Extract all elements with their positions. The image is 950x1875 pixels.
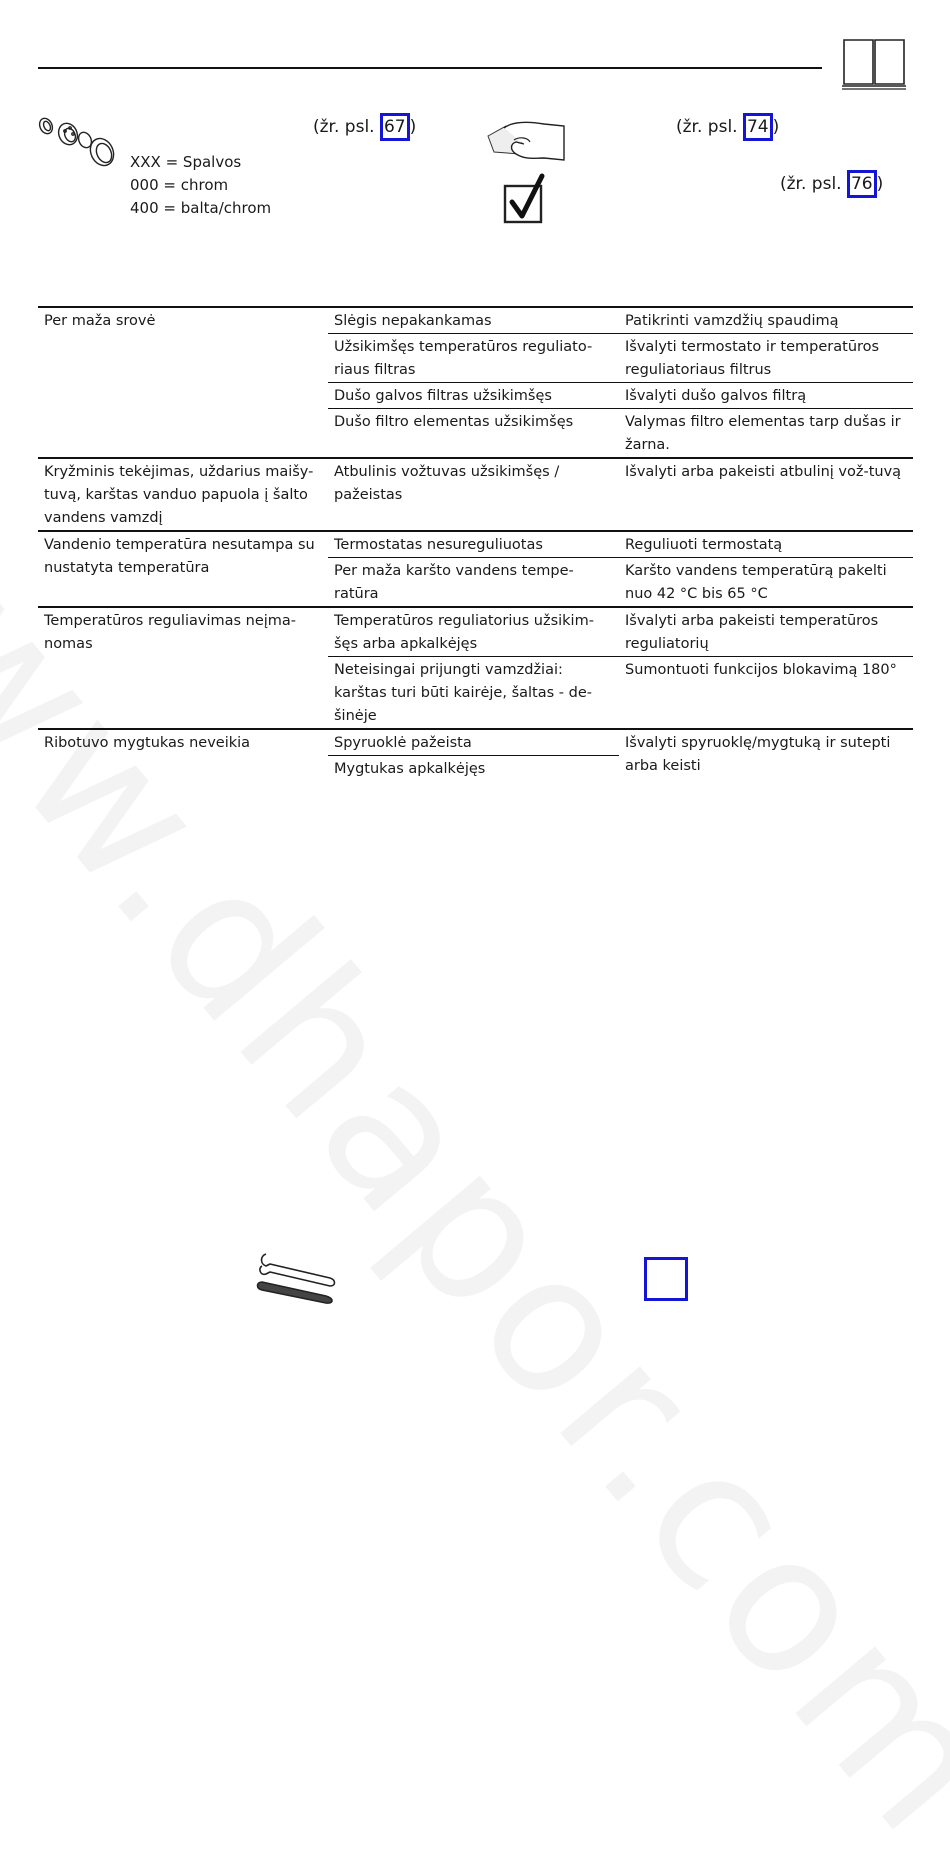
wrench-icon xyxy=(256,1248,338,1306)
cause-cell: Dušo filtro elementas užsikimšęs xyxy=(328,409,619,459)
problem-cell: Kryžminis tekėjimas, uždarius maišy-tuvą, karštas vanduo papuola į šalto vandens vamzdį xyxy=(38,458,328,531)
troubleshooting-table xyxy=(38,306,913,781)
solution-cell: Išvalyti arba pakeisti temperatūros reguliatorių xyxy=(619,607,913,657)
table-row xyxy=(38,531,913,558)
page-ref xyxy=(313,113,416,141)
problem-cell: Ribotuvo mygtukas neveikia xyxy=(38,729,328,781)
table-row xyxy=(38,458,913,531)
solution-cell: Išvalyti arba pakeisti atbulinį vož-tuvą xyxy=(619,458,913,531)
link-box[interactable] xyxy=(644,1257,688,1301)
solution-cell: Išvalyti spyruoklę/mygtuką ir sutepti arba keisti xyxy=(619,729,913,781)
cause-cell: Slėgis nepakankamas xyxy=(328,307,619,334)
cause-cell: Per maža karšto vandens tempe-ratūra xyxy=(328,558,619,608)
page-ref xyxy=(676,113,779,141)
checkmark-box-icon xyxy=(502,172,548,226)
table-row xyxy=(38,307,913,334)
page-link[interactable]: 76 xyxy=(847,170,877,198)
book-icon xyxy=(840,36,908,92)
cause-cell: Spyruoklė pažeista xyxy=(328,729,619,756)
page-ref-suffix: ) xyxy=(409,117,417,137)
problem-cell: Vandenio temperatūra nesutampa su nustatyta temperatūra xyxy=(38,531,328,607)
solution-cell: Sumontuoti funkcijos blokavimą 180° xyxy=(619,657,913,730)
solution-cell: Karšto vandens temperatūrą pakelti nuo 42 °C bis 65 °C xyxy=(619,558,913,608)
page-link[interactable]: 74 xyxy=(743,113,773,141)
page-ref-suffix: ) xyxy=(876,174,884,194)
problem-cell: Per maža srovė xyxy=(38,307,328,458)
page-ref-prefix: (žr. psl. xyxy=(780,174,847,194)
page-ref-prefix: (žr. psl. xyxy=(313,117,380,137)
header-rule xyxy=(38,67,822,69)
solution-cell: Reguliuoti termostatą xyxy=(619,531,913,558)
cause-cell: Neteisingai prijungti vamzdžiai: karštas turi būti kairėje, šaltas - de-šinėje xyxy=(328,657,619,730)
color-code-xxx: XXX = Spalvos xyxy=(130,153,242,171)
color-code-400: 400 = balta/chrom xyxy=(130,199,272,217)
page-ref xyxy=(780,170,883,198)
solution-cell: Valymas filtro elementas tarp dušas ir žarna. xyxy=(619,409,913,459)
solution-cell: Išvalyti dušo galvos filtrą xyxy=(619,383,913,409)
cause-cell: Atbulinis vožtuvas užsikimšęs / pažeistas xyxy=(328,458,619,531)
problem-cell: Temperatūros reguliavimas neįma-nomas xyxy=(38,607,328,729)
page-link[interactable]: 67 xyxy=(380,113,410,141)
table-row xyxy=(38,729,913,756)
cause-cell: Dušo galvos filtras užsikimšęs xyxy=(328,383,619,409)
cause-cell: Užsikimšęs temperatūros reguliato-riaus filtras xyxy=(328,334,619,383)
cause-cell: Mygtukas apkalkėjęs xyxy=(328,756,619,782)
cause-cell: Termostatas nesureguliuotas xyxy=(328,531,619,558)
cause-cell: Temperatūros reguliatorius užsikim-šęs arba apkalkėjęs xyxy=(328,607,619,657)
page-ref-prefix: (žr. psl. xyxy=(676,117,743,137)
solution-cell: Patikrinti vamzdžių spaudimą xyxy=(619,307,913,334)
hand-cleaning-icon xyxy=(484,114,566,166)
table-row xyxy=(38,607,913,657)
solution-cell: Išvalyti termostato ir temperatūros reguliatoriaus filtrus xyxy=(619,334,913,383)
page-ref-suffix: ) xyxy=(772,117,780,137)
color-code-000: 000 = chrom xyxy=(130,176,229,194)
parts-icon xyxy=(36,114,120,170)
